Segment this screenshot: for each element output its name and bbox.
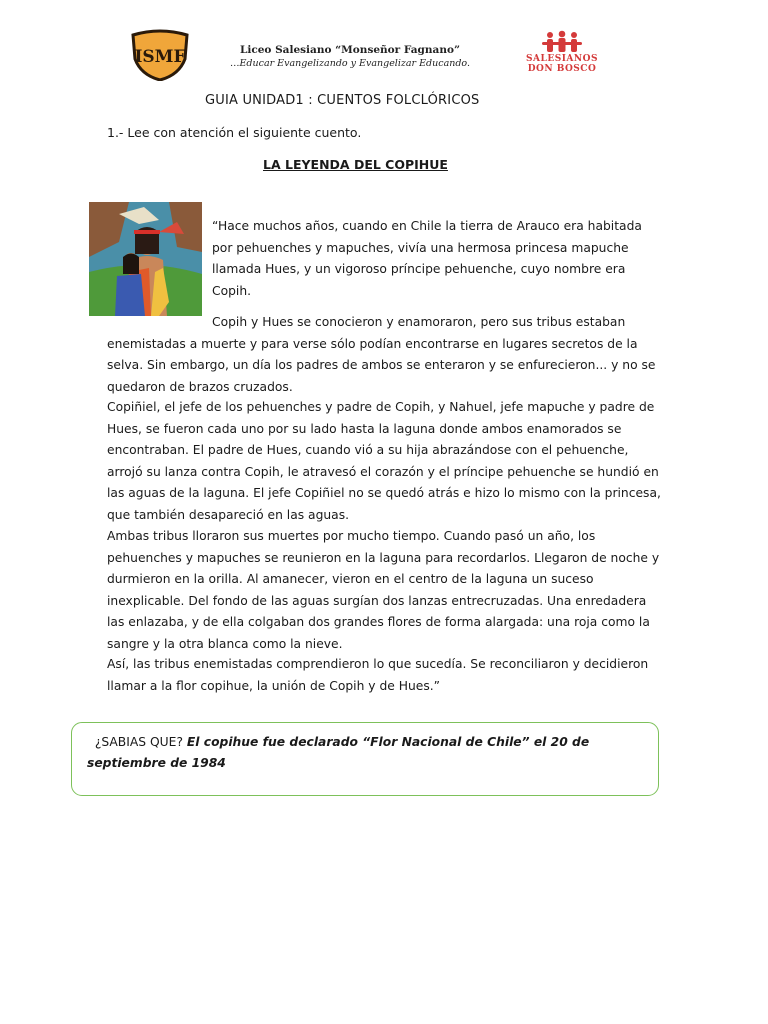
story-paragraph-5: Así, las tribus enemistadas comprendieron lo que sucedía. Se reconciliaron y decidieron llamar a la flor copihue, la unión de Copih y de Hues.” <box>107 657 649 693</box>
salesianos-logo-line2: DON BOSCO <box>527 64 597 74</box>
school-motto: …Educar Evangelizando y Evangelizar Educando. <box>229 58 471 69</box>
story-paragraph-3: Copiñiel, el jefe de los pehuenches y padre de Copih, y Nahuel, jefe mapuche y padre de Hues, se fueron cada uno por su lado hasta la laguna donde ambos enamorados se encontraban. El padre de Hues, cuando vió a su hija abrazándose con el pehuenche, arrojó su lanza contra Copih, le atravesó el corazón y el príncipe pehuenche se hundió en las aguas de la laguna. El jefe Copiñiel no se quedó atrás e hizo lo mismo con la princesa, que también desapareció en las aguas. <box>107 400 661 522</box>
story-title: LA LEYENDA DEL COPIHUE <box>263 157 448 172</box>
instruction: 1.- Lee con atención el siguiente cuento. <box>107 125 362 140</box>
school-logo-text: ISMF <box>134 47 186 67</box>
salesianos-logo-line1: SALESIANOS <box>526 54 598 64</box>
guide-title: GUIA UNIDAD1 : CUENTOS FOLCLÓRICOS <box>205 93 480 108</box>
did-you-know-question: ¿SABIAS QUE? <box>94 735 183 749</box>
salesianos-logo <box>518 30 606 74</box>
story-paragraph-4: Ambas tribus lloraron sus muertes por mucho tiempo. Cuando pasó un año, los pehuenches y mapuches se reunieron en la laguna para recordarlos. Llegaron de noche y durmieron en la orilla. Al amanecer, vieron en el centro de la laguna un suceso inexplicable. Del fondo de las aguas surgían dos lanzas entrecruzadas. Una enredadera las enlazaba, y de ella colgaban dos grandes flores de forma alargada: una roja como la sangre y la otra blanca como la nieve. <box>107 529 660 651</box>
school-name: Liceo Salesiano “Monseñor Fagnano” <box>239 44 460 56</box>
page-header <box>0 0 768 90</box>
legend-illustration <box>89 202 202 316</box>
school-logo <box>129 29 191 81</box>
story-paragraph-1: “Hace muchos años, cuando en Chile la tierra de Arauco era habitada por pehuenches y mapuches, vivía una hermosa princesa mapuche llamada Hues, y un vigoroso príncipe pehuenche, cuyo nombre era Copih. <box>212 219 642 298</box>
salesianos-people-icon <box>518 30 606 54</box>
did-you-know-text <box>87 732 647 774</box>
did-you-know-fact: El copihue fue declarado “Flor Nacional de Chile” el 20 de septiembre de 1984 <box>87 735 590 770</box>
story-paragraph-2: Copih y Hues se conocieron y enamoraron, pero sus tribus estaban enemistadas a muerte y para verse sólo podían encontrarse en lugares secretos de la selva. Sin embargo, un día los padres de ambos se enteraron y se enfurecieron... y no se quedaron de brazos cruzados. <box>107 315 656 394</box>
